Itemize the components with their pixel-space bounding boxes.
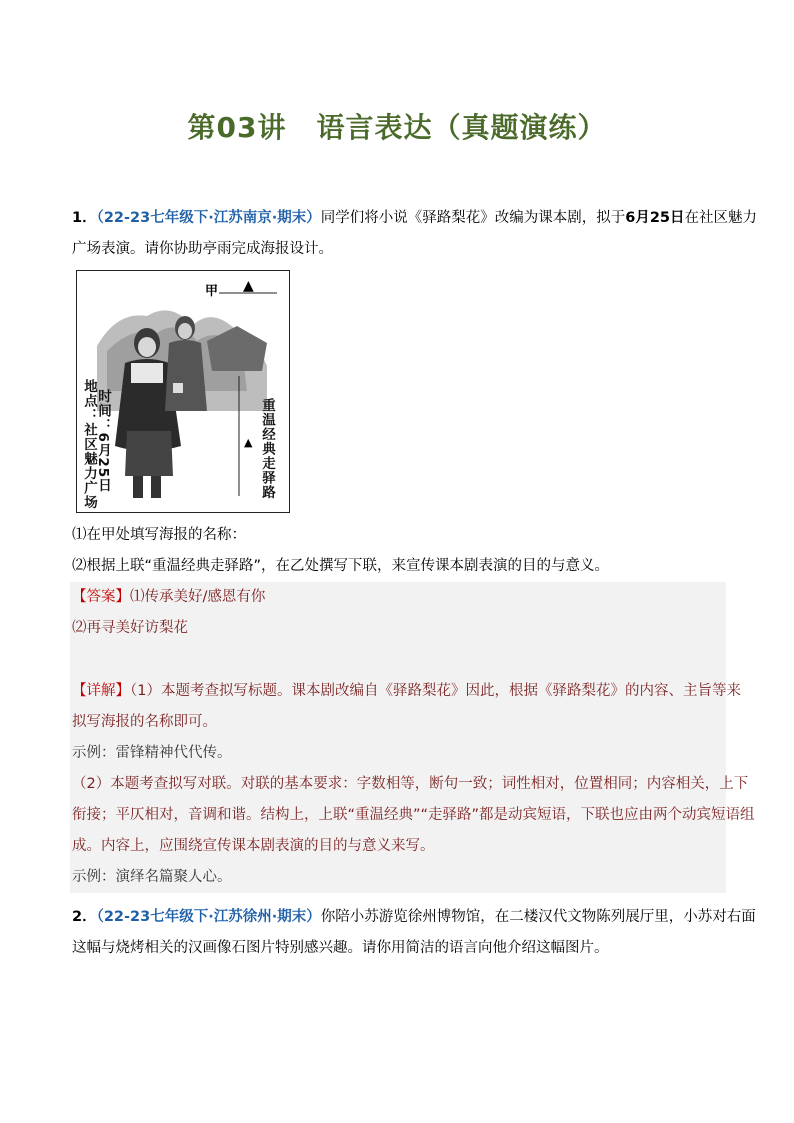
question-date: 6月25日 [625,210,685,226]
detail-example-1: 示例：雷锋精神代代传。 [72,745,232,761]
detail-line-5: 衔接；平仄相对，音调和谐。结构上，上联“重温经典”“走驿路”都是动宾短语，下联也应由两个动宾短语组 [72,807,755,823]
question-text-cont: 在社区魅力 [684,210,758,226]
answer-2: ⑵再寻美好访梨花 [72,620,188,636]
poster-yi-blank-marker: ▲ [244,436,253,449]
answer-tag: 【答案】 [72,589,130,605]
answer-1: ⑴传承美好/感恩有你 [130,589,266,605]
question-text: 你陪小苏游览徐州博物馆，在二楼汉代文物陈列展厅里，小苏对右面 [320,909,756,925]
question-number: 2． [72,909,97,925]
page-title [0,106,794,146]
title-lesson: 第03讲 [187,111,287,144]
question-text-line2: 这幅与烧烤相关的汉画像石图片特别感兴趣。请你用简洁的语言向他介绍这幅图片。 [72,940,609,956]
answer-block [70,582,755,893]
question-1-subitems [72,520,724,582]
detail-tag: 【详解】 [72,683,130,699]
poster-time: 时间：6月25日 [95,389,111,493]
title-topic: 语言表达（真题演练） [316,111,607,144]
question-2 [72,902,756,964]
question-1 [72,203,758,265]
poster-jia-blank-marker: ▲ [243,278,254,294]
question-text-line2: 广场表演。请你协助亭雨完成海报设计。 [72,241,333,257]
detail-line-6: 成。内容上，应围绕宣传课本剧表演的目的与意义来写。 [72,838,435,854]
detail-line-4: （2）本题考查拟写对联。对联的基本要求：字数相等，断句一致；词性相对，位置相同；内容相关，上下 [72,776,749,792]
poster-couplet: 重温经典走驿路 [259,398,275,500]
detail-line-2: 拟写海报的名称即可。 [72,714,217,730]
sub-question-2: ⑵根据上联“重温经典走驿路”，在乙处撰写下联，来宣传课本剧表演的目的与意义。 [72,558,610,574]
question-source: （22-23七年级下·江苏徐州·期末） [96,909,321,925]
poster-place: 地点：社区魅力广场 [81,379,97,510]
poster-image [76,270,290,513]
poster-jia-label: 甲 [205,284,219,299]
detail-example-2: 示例：演绎名篇聚人心。 [72,869,232,885]
question-number: 1． [72,210,97,226]
question-text: 同学们将小说《驿路梨花》改编为课本剧，拟于 [320,210,626,226]
question-source: （22-23七年级下·江苏南京·期末） [96,210,321,226]
detail-line-1: （1）本题考查拟写标题。课本剧改编自《驿路梨花》因此，根据《驿路梨花》的内容、主旨等来 [130,683,741,699]
sub-question-1: ⑴在甲处填写海报的名称： [72,527,246,543]
